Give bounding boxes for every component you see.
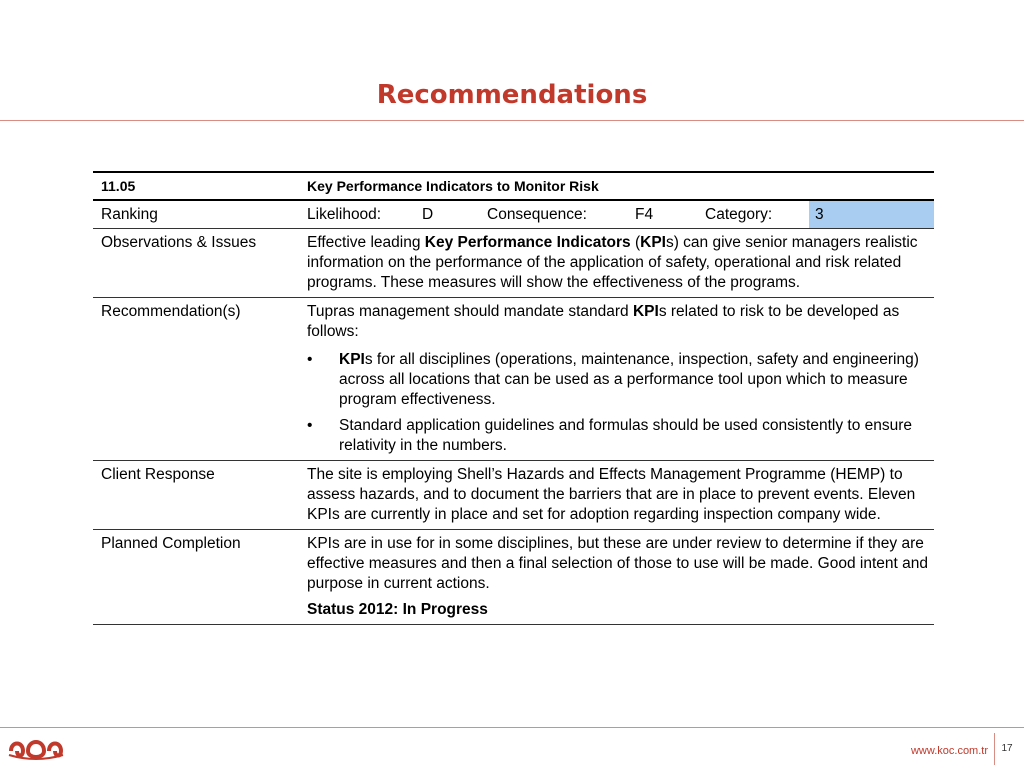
recommendation-intro: Tupras management should mandate standard KPIs related to risk to be developed as follows: [307, 303, 900, 340]
planned-completion-row [93, 530, 934, 625]
consequence-label: Consequence: [487, 205, 587, 223]
page-number: 17 [994, 733, 1019, 765]
table-header-row [93, 172, 934, 200]
bullet-icon: • [307, 351, 313, 368]
ranking-row [93, 200, 934, 229]
observations-row [93, 229, 934, 298]
likelihood-value: D [422, 205, 434, 223]
recommendation-table [93, 171, 934, 625]
bullet-icon: • [307, 417, 313, 434]
category-value: 3 [809, 201, 934, 228]
list-item: • KPIs for all disciplines (operations, maintenance, inspection, safety and engineering) across all locations that can be used as a performance tool upon which to measure program effectiveness. [307, 351, 919, 408]
koc-logo-icon [7, 733, 65, 763]
slide-title: Recommendations [376, 80, 648, 110]
observations-text: Effective leading Key Performance Indicators (KPIs) can give senior managers realistic information on the performance of the application of safety, operational and risk related programs. These measures will show the effectiveness of the programs. [299, 229, 934, 298]
client-response-label: Client Response [93, 461, 299, 530]
client-response-row [93, 461, 934, 530]
planned-completion-label: Planned Completion [93, 530, 299, 625]
recommendation-text [299, 298, 934, 461]
observations-label: Observations & Issues [93, 229, 299, 298]
item-number: 11.05 [93, 172, 299, 200]
recommendation-label: Recommendation(s) [93, 298, 299, 461]
category-label: Category: [705, 205, 773, 223]
status-text: Status 2012: In Progress [307, 601, 488, 618]
likelihood-label: Likelihood: [307, 205, 382, 223]
client-response-text: The site is employing Shell’s Hazards and Effects Management Programme (HEMP) to assess hazards, and to document the barriers that are in place to prevent events. Eleven KPIs are currently in place and set for adoption regarding inspection company wide. [299, 461, 934, 530]
list-item: • Standard application guidelines and formulas should be used consistently to ensure relativity in the numbers. [307, 417, 913, 454]
ranking-label: Ranking [93, 200, 299, 229]
footer-url[interactable]: www.koc.com.tr [910, 745, 988, 757]
ranking-values [299, 200, 934, 229]
planned-completion-text: KPIs are in use for in some disciplines, but these are under review to determine if they are effective measures and then a final selection of those to use will be made. Good intent and purpose in current actions. Status 2012: In Progress [299, 530, 934, 625]
item-heading: Key Performance Indicators to Monitor Risk [299, 172, 934, 200]
title-divider [0, 120, 1024, 121]
recommendation-row [93, 298, 934, 461]
consequence-value: F4 [635, 205, 654, 223]
footer-divider [0, 727, 1024, 728]
